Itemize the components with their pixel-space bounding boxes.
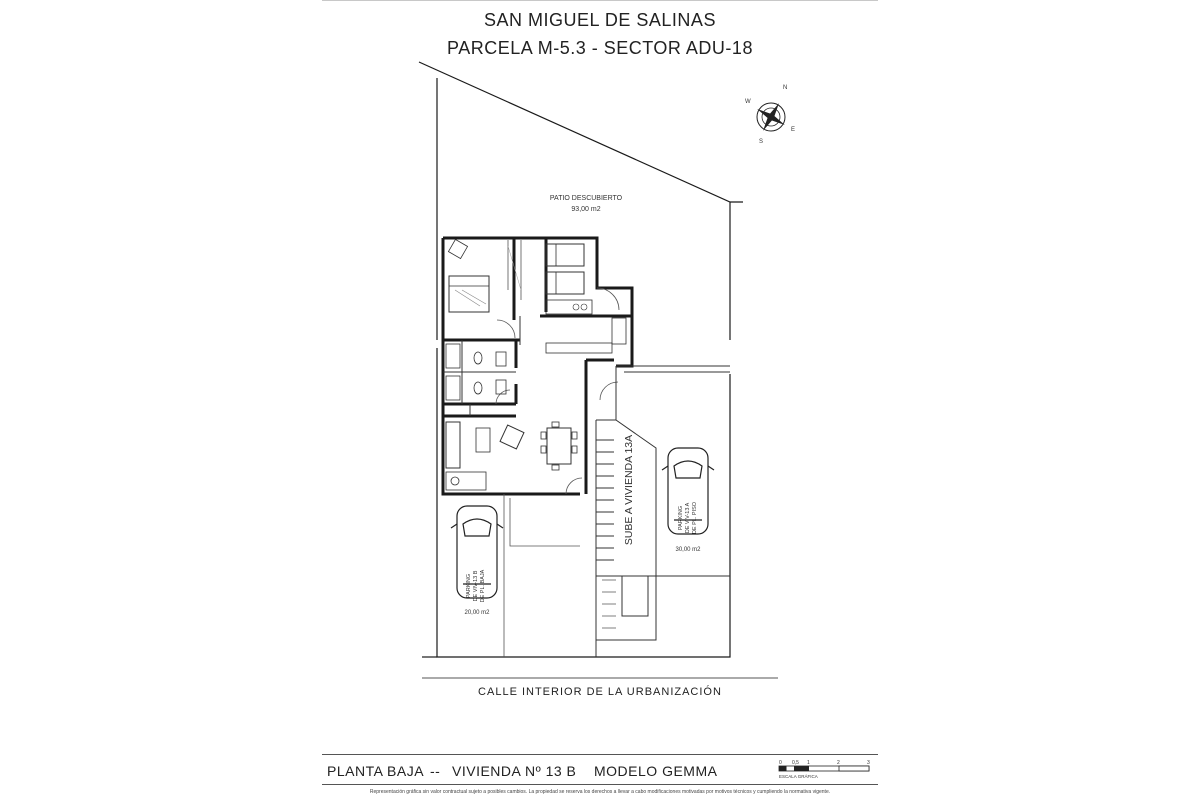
svg-text:DE VIV-13 A: DE VIV-13 A [685,502,691,534]
svg-text:PARKING: PARKING [466,573,472,599]
svg-text:DE PL. PISO: DE PL. PISO [692,501,698,535]
dining-chairs [541,422,577,470]
sofa [446,422,460,468]
scale-tick-05: 0,5 [792,760,799,766]
scale-tick-2: 2 [837,760,840,766]
interior-partitions [443,316,520,416]
svg-text:DE VIV-13 B: DE VIV-13 B [473,570,479,602]
dining-table [547,428,571,464]
compass-letter-s: S [759,139,764,145]
scale-tick-3: 3 [867,760,870,766]
parcel-subtitle: PARCELA M-5.3 - SECTOR ADU-18 [447,38,753,58]
kitchen-island [546,343,612,353]
compass-letter-n: N [783,85,788,91]
project-title: SAN MIGUEL DE SALINAS [484,10,716,30]
scale-tick-1: 1 [807,760,810,766]
patio-area: 93,00 m2 [571,206,601,213]
svg-text:DE PL. BAJA: DE PL. BAJA [480,569,486,603]
stair-label: SUBE A VIVIENDA 13A [623,434,635,546]
parking-area-right: 30,00 m2 [675,547,701,553]
compass-letter-w: W [745,99,751,105]
scale-caption: ESCALA GRÁFICA [779,774,818,779]
scale-tick-0: 0 [779,760,782,766]
svg-text:PARKING: PARKING [678,505,684,531]
scale-bar [779,760,870,779]
washing-machine [451,477,459,485]
plot-boundary [419,62,743,657]
armchair-living [500,425,524,449]
model-name: MODELO GEMMA [594,763,718,779]
staircase [596,380,730,657]
legal-disclaimer: Representación gráfica sin valor contractual sujeto a posibles cambios. La propiedad se reserva los derechos a llevar a cabo modificaciones motivadas por motivos técnicos y cumpliendo la normativa vigente. [369,789,831,795]
footer-top-rule [322,754,878,755]
kitchen-counter [546,300,592,314]
patio-label: PATIO DESCUBIERTO [549,195,623,202]
single-bed-1 [546,244,584,266]
single-bed-2 [546,272,584,294]
shower-1 [446,344,460,368]
footer-bottom-rule [322,784,878,785]
footer-separator: -- [430,763,441,779]
toilet-2 [474,382,482,394]
toilet-1 [474,352,482,364]
parking-label-right [678,501,698,534]
compass-icon [745,85,795,145]
shower-2 [446,376,460,400]
street-label: CALLE INTERIOR DE LA URBANIZACIÓN [478,686,722,698]
unit-number: VIVIENDA Nº 13 B [452,763,577,779]
parking-area-left: 20,00 m2 [464,610,490,616]
parking-label-left [466,569,486,602]
floor-name: PLANTA BAJA [327,763,425,779]
compass-letter-e: E [791,127,796,133]
armchair-bedroom [448,239,467,258]
